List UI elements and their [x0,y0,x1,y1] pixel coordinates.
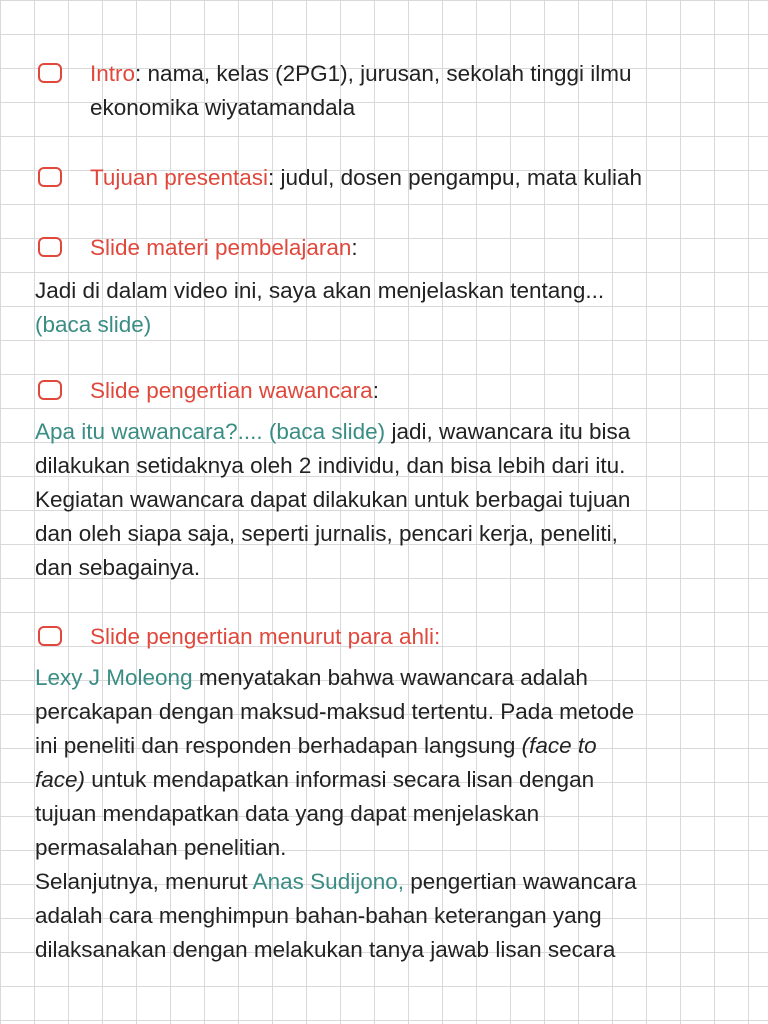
section-wawancara-body: Apa itu wawancara?.... (baca slide) jadi, wawancara itu bisa dilakukan setidaknya oleh 2 individu, dan bisa lebih dari itu. Kegiatan wawancara dapat dilakukan untuk berbagai tujuan dan oleh siapa saja, seperti jurnalis, pencari kerja, peneliti, dan sebagainya. [35,415,735,585]
ahli-line6: permasalahan penelitian. [35,835,287,860]
ahli-line9: dilaksanakan dengan melakukan tanya jawab lisan secara [35,937,616,962]
ahli-name-moleong: Lexy J Moleong [35,665,193,690]
task-intro-checkbox[interactable] [38,63,62,83]
task-slide-materi [38,231,728,265]
task-tujuan-checkbox[interactable] [38,167,62,187]
section-ahli-body: Lexy J Moleong menyatakan bahwa wawancara adalah percakapan dengan maksud-maksud tertentu. Pada metode ini peneliti dan responden berhadapan langsung (face to face) untuk mendapatkan informasi secara lisan dengan tujuan mendapatkan data yang dapat menjelaskan permasalahan penelitian. Selanjutnya, menurut Anas Sudijono, pengertian wawancara adalah cara menghimpun bahan-bahan keterangan yang dilaksanakan dengan melakukan tanya jawab lisan secara [35,661,735,967]
task-intro-detail-line1: nama, kelas (2PG1), jurusan, sekolah tinggi ilmu [147,61,632,86]
task-tujuan [38,161,728,195]
ahli-line8: adalah cara menghimpun bahan-bahan keterangan yang [35,903,602,928]
wawancara-line5: dan sebagainya. [35,555,201,580]
task-slide-materi-text: Slide materi pembelajaran: [90,235,358,260]
wawancara-question: Apa itu wawancara?.... (baca slide) [35,419,386,444]
task-slide-pengertian-title: Slide pengertian wawancara [90,378,373,403]
wawancara-line4: dan oleh siapa saja, seperti jurnalis, pencari kerja, peneliti, [35,521,618,546]
ahli-line2: percakapan dengan maksud-maksud tertentu. Pada metode [35,699,635,724]
materi-line1: Jadi di dalam video ini, saya akan menjelaskan tentang... [35,278,605,303]
task-slide-pengertian-text: Slide pengertian wawancara: [90,378,379,403]
task-intro [38,57,728,125]
task-tujuan-detail: judul, dosen pengampu, mata kuliah [280,165,643,190]
task-tujuan-text: Tujuan presentasi: judul, dosen pengampu, mata kuliah [90,165,643,190]
task-slide-ahli-text [38,620,728,654]
task-slide-pengertian [38,374,728,408]
ahli-line5: tujuan mendapatkan data yang dapat menjelaskan [35,801,540,826]
task-intro-title: Intro [90,61,136,86]
materi-baca-slide: (baca slide) [35,312,152,337]
task-slide-materi-checkbox[interactable] [38,237,62,257]
wawancara-line3: Kegiatan wawancara dapat dilakukan untuk berbagai tujuan [35,487,631,512]
ahli-name-sudijono: Anas Sudijono, [252,869,404,894]
task-slide-materi-title: Slide materi pembelajaran [90,235,352,260]
task-slide-ahli-checkbox[interactable] [38,626,62,646]
task-slide-ahli [38,620,728,654]
section-materi-body [35,274,735,342]
wawancara-line2: dilakukan setidaknya oleh 2 individu, dan bisa lebih dari itu. [35,453,626,478]
task-slide-ahli-title: Slide pengertian menurut para ahli: [90,624,441,649]
task-intro-text: Intro: nama, kelas (2PG1), jurusan, sekolah tinggi ilmu ekonomika wiyatamandala [38,57,728,125]
task-tujuan-title: Tujuan presentasi [90,165,269,190]
task-intro-detail-line2: ekonomika wiyatamandala [90,95,356,120]
task-slide-pengertian-checkbox[interactable] [38,380,62,400]
